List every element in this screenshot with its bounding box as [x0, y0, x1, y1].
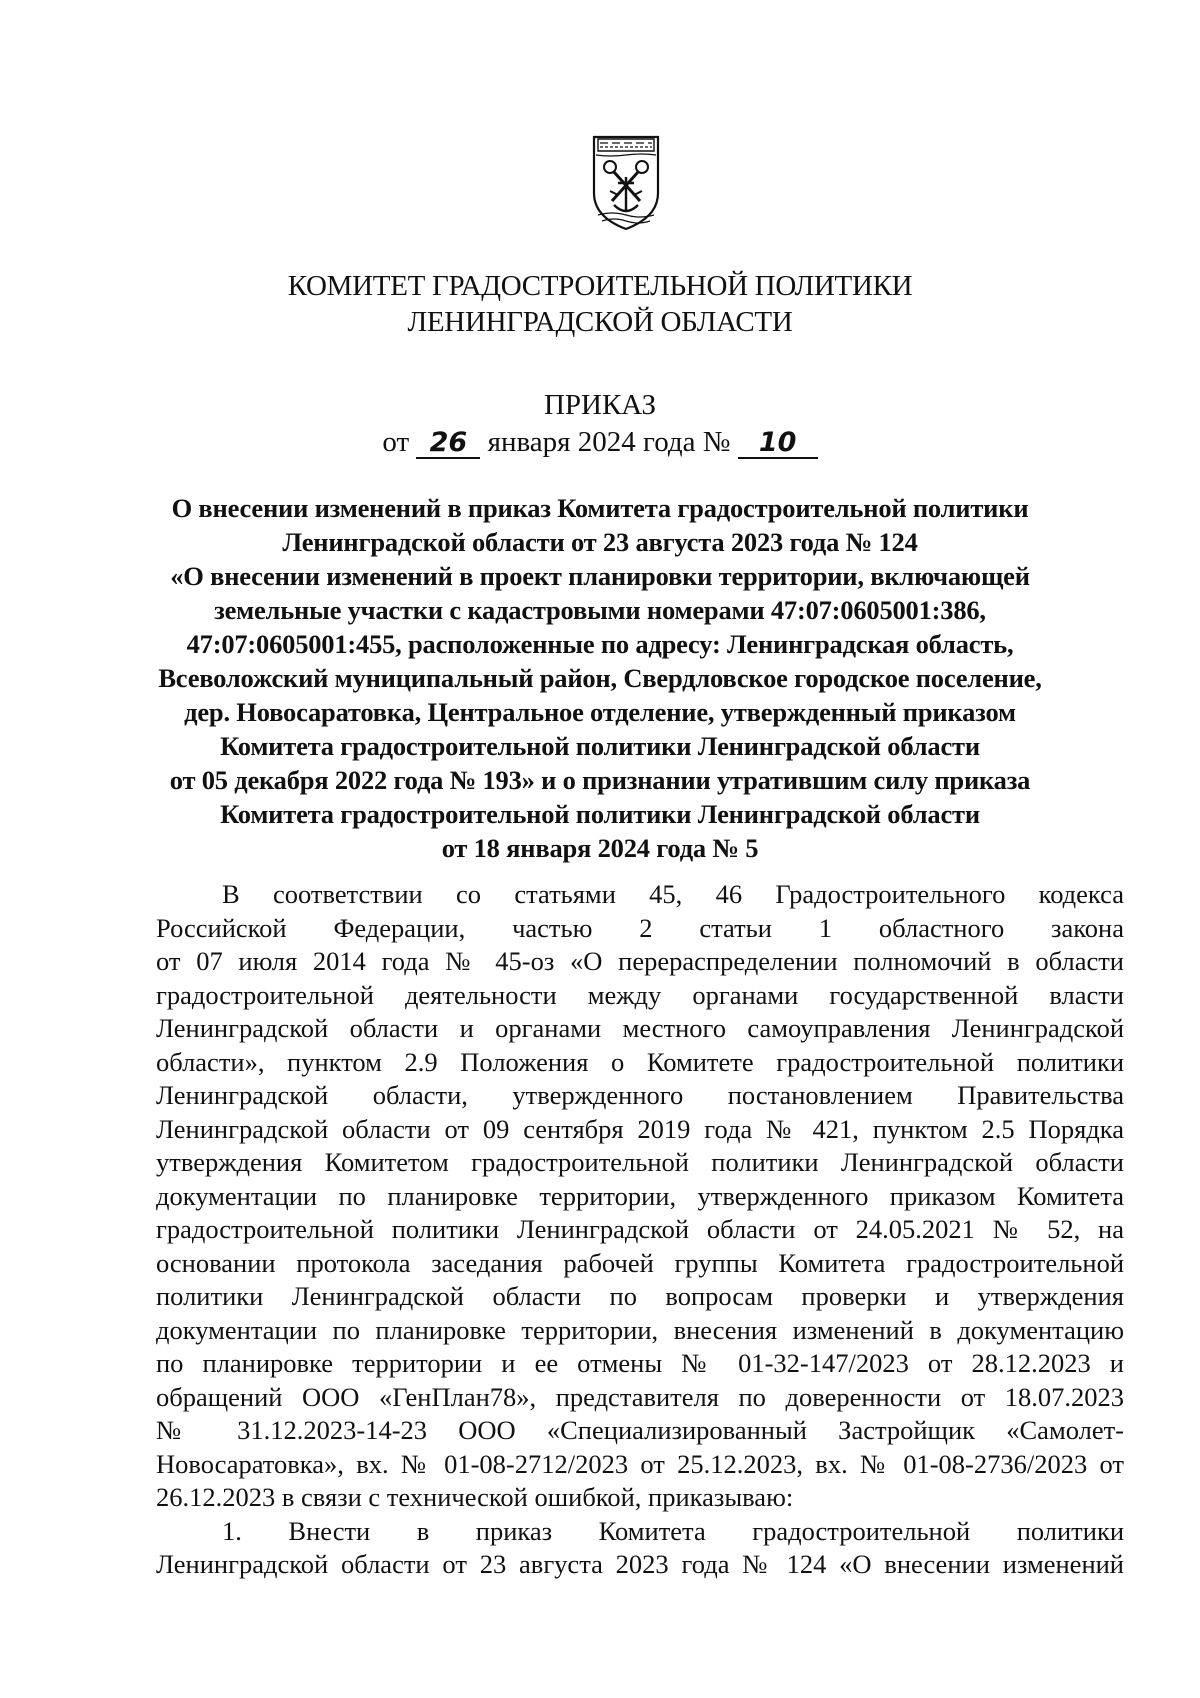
title-line: Ленинградской области от 23 августа 2023 года № 124 [282, 527, 918, 557]
body-line: Ленинградской области, утвержденного постановлением Правительства [156, 1080, 1124, 1110]
body-line: утверждения Комитетом градостроительной политики Ленинградской области [156, 1147, 1124, 1177]
document-body [156, 878, 1124, 1582]
organization-name [0, 268, 1200, 340]
title-line: 47:07:0605001:455, расположенные по адресу: Ленинградская область, [186, 629, 1014, 659]
body-line: от 07 июля 2014 года № 45-оз «О перераспределении полномочий в области [156, 946, 1124, 976]
body-line: градостроительной политики Ленинградской области от 24.05.2021 № 52, на [156, 1214, 1124, 1244]
body-line: основании протокола заседания рабочей группы Комитета градостроительной [156, 1247, 1124, 1278]
body-line: № 31.12.2023-14-23 ООО «Специализированный Застройщик «Самолет- [156, 1415, 1124, 1445]
handwritten-day: 26 [416, 429, 480, 459]
body-line: 26.12.2023 в связи с технической ошибкой, приказываю: [156, 1482, 794, 1512]
date-middle: января 2024 года № [487, 426, 731, 458]
date-prefix: от [382, 426, 410, 458]
document-date-line [0, 424, 1200, 460]
title-line: Всеволожский муниципальный район, Свердловское городское поселение, [158, 663, 1042, 693]
title-line: от 05 декабря 2022 года № 193» и о признании утратившим силу приказа [169, 765, 1031, 795]
title-line: Комитета градостроительной политики Ленинградской области [220, 799, 980, 829]
title-line: дер. Новосаратовка, Центральное отделение, утвержденный приказом [184, 697, 1016, 727]
title-line: Комитета градостроительной политики Ленинградской области [220, 731, 980, 761]
body-line: политики Ленинградской области по вопросам проверки и утверждения [156, 1281, 1124, 1311]
body-line: документации по планировке территории, внесения изменений в документацию [156, 1314, 1124, 1345]
title-line: от 18 января 2024 года № 5 [441, 833, 759, 863]
body-line: Российской Федерации, частью 2 статьи 1 областного закона [156, 912, 1124, 943]
document-title [150, 491, 1050, 865]
body-line: документации по планировке территории, утвержденного приказом Комитета [156, 1180, 1124, 1211]
body-line: градостроительной деятельности между органами государственной власти [156, 979, 1124, 1010]
document-type: ПРИКАЗ [543, 389, 657, 421]
organization-line-1: КОМИТЕТ ГРАДОСТРОИТЕЛЬНОЙ ПОЛИТИКИ [287, 270, 913, 302]
body-line: Ленинградской области от 23 августа 2023 года № 124 «О внесении изменений [156, 1549, 1124, 1579]
organization-line-2: ЛЕНИНГРАДСКОЙ ОБЛАСТИ [407, 306, 793, 338]
body-line: по планировке территории и ее отмены № 01-32-147/2023 от 28.12.2023 и [156, 1348, 1124, 1378]
body-line: 1. Внести в приказ Комитета градостроительной политики [222, 1515, 1124, 1546]
handwritten-order-number: 10 [738, 429, 818, 459]
body-line: области», пунктом 2.9 Положения о Комитете градостроительной политики [156, 1046, 1124, 1077]
body-line: В соответствии со статьями 45, 46 Градостроительного кодекса [222, 879, 1124, 909]
body-line: обращений ООО «ГенПлан78», представителя по доверенности от 18.07.2023 [156, 1381, 1124, 1412]
title-line: О внесении изменений в приказ Комитета градостроительной политики [171, 493, 1029, 523]
coat-of-arms-icon [590, 131, 662, 231]
body-line: Ленинградской области от 09 сентября 2019 года № 421, пунктом 2.5 Порядка [156, 1113, 1124, 1144]
title-line: земельные участки с кадастровыми номерами 47:07:0605001:386, [214, 595, 986, 625]
body-line: Ленинградской области и органами местного самоуправления Ленинградской [156, 1013, 1124, 1043]
title-line: «О внесении изменений в проект планировки территории, включающей [170, 561, 1030, 591]
body-line: Новосаратовка», вх. № 01-08-2712/2023 от 25.12.2023, вх. № 01-08-2736/2023 от [156, 1448, 1124, 1479]
